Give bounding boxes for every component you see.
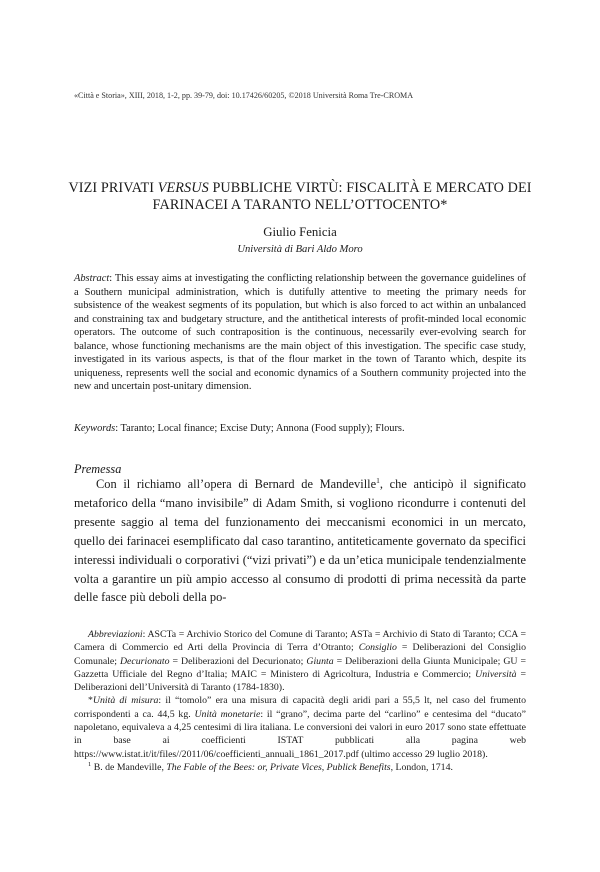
footnote-abbreviations [74,628,526,694]
abstract [74,272,526,394]
abbr-consiglio: Consiglio [358,642,397,654]
abbr-text-4: = Deliberazioni della Giunta Municipale; GU = Gazzetta Ufficiale del Regno d’Italia; MAIC = Ministero di Agricoltura, Industria e Commercio; [74,655,527,680]
footnote-star [74,694,526,760]
abbr-text-3: = Deliberazioni del Decurionato; [169,655,307,667]
abstract-label: Abstract [74,273,110,284]
abbr-text-2: = Deliberazioni del Consiglio Comunale; [74,642,526,667]
footnote-1-mark: 1 [88,760,92,768]
article-title [60,180,540,213]
footnote-star-mark: * [88,695,93,707]
body-text-part-2: , che anticipò il significato metaforico della “mano invisibile” di Adam Smith, si vogliono ricondurre i contenuti del presente saggio al tema del funzionamento dei meccanismi economici in un mercato, quello dei farinacei esemplificato dal caso tarantino, antiteticamente governato da specifici interessi individuali o corporativi (“vizi privati”) e da un’etica municipale tendenzialmente volta a garantire un più ampio accesso al consumo di prodotti di prima necessità da parte delle fasce più deboli della po- [74,477,526,605]
footnote-1-book-title: The Fable of the Bees: or, Private Vices, Publick Benefits [166,761,391,773]
abbr-decurionato: Decurionato [119,655,170,667]
title-part-1: VIZI PRIVATI [68,180,158,196]
footnote-1-text-1: B. de Mandeville, [91,761,167,773]
keywords-label: Keywords [74,423,116,434]
units-text-2: : il “grano”, decima parte del “carlino” e centesima del “ducato” napoletano, equivaleva a 4,25 centesimi di lira italiana. Le conversioni dei valori in euro 2017 sono state effettuate in base ai coefficienti ISTAT pubblicati alla pagina web https://www.istat.it/it/files//2011/06/coefficienti_annuali_1861_2017.pdf (ultimo accesso 29 luglio 2018). [74,708,526,760]
abstract-text: : This essay aims at investigating the conflicting relationship between the governance guidelines of a Southern municipal administration, which is dutifully attentive to meeting the primary needs for subsistence of the weakest segments of its population, but which is also forced to act within an unbalanced and constraining tax and budgetary structure, and the antithetical interests of profit-minded local economic operators. The outcome of such contraposition is the continuous, necessarily ever-evolving search for balance, whose functioning mechanisms are the main object of this investigation. The specific case study, investigated in its various aspects, is that of the flour market in the town of Taranto which, despite its uniqueness, represents well the social and economic dynamics of a Southern community projected into the new and uncertain post-unitary dimension. [74,273,526,392]
body-paragraph [74,475,526,607]
body-text-part-1: Con il richiamo all’opera di Bernard de Mandeville [96,477,377,491]
money-label: Unità monetarie [194,708,261,720]
abbr-text-1: : ASCTa = Archivio Storico del Comune di Taranto; ASTa = Archivio di Stato di Taranto; CCA = Camera di Commercio ed Arti della Provincia di Terra d’Otranto; [74,629,526,654]
citation-header: «Città e Storia», XIII, 2018, 1-2, pp. 39-79, doi: 10.17426/60205, ©2018 Università Roma Tre-CROMA [74,91,414,100]
section-heading: Premessa [74,462,122,476]
footnote-ref-1: 1 [376,476,380,485]
keywords [74,422,526,436]
abbr-giunta: Giunta [306,655,334,667]
abbr-text-5: = Deliberazioni dell’Università di Taranto (1784-1830). [74,668,526,694]
author-affiliation: Università di Bari Aldo Moro [237,244,363,255]
keywords-text: : Taranto; Local finance; Excise Duty; Annona (Food supply); Flours. [115,423,405,434]
footnote-1 [74,761,526,774]
units-label: Unità di misura [92,695,159,707]
title-italic-word: VERSUS [157,180,209,196]
abbr-label: Abbreviazioni [88,629,143,640]
footnote-1-text-2: , London, 1714. [390,761,453,773]
units-text-1: : il “tomolo” era una misura di capacità degli aridi pari a 55,5 lt, nel caso del frumento corrispondenti a ca. 44,5 kg. [74,695,526,720]
abbr-universita: Università [475,668,517,680]
title-part-2: PUBBLICHE VIRTÙ: FISCALITÀ E MERCATO DEI FARINACEI A TARANTO NELL’OTTOCENTO* [152,180,532,213]
footnotes [74,628,526,774]
author-name: Giulio Fenicia [263,225,337,239]
